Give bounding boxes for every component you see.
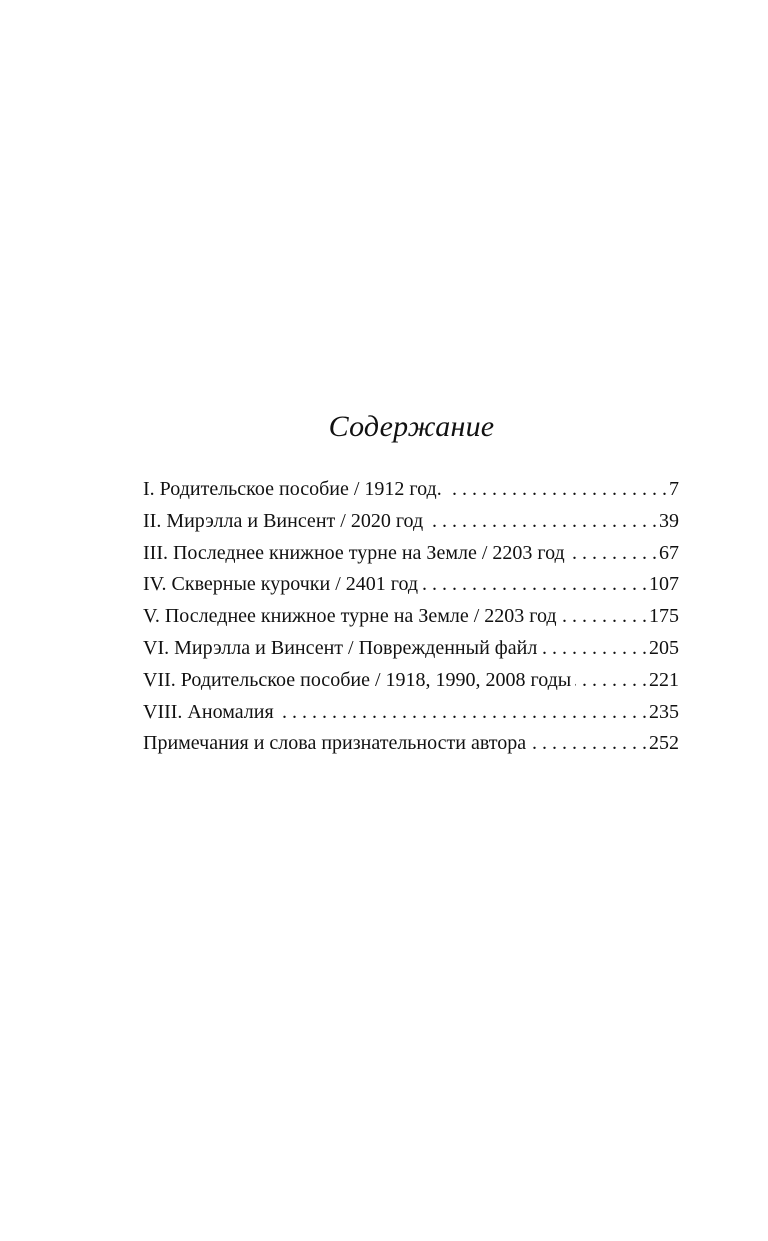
- toc-entry-4[interactable]: [143, 569, 679, 601]
- toc-entry-1[interactable]: [143, 474, 679, 506]
- toc-entry-page: 175: [649, 605, 679, 628]
- toc-entry-page: 205: [649, 636, 679, 659]
- toc-entry-8[interactable]: [143, 697, 679, 729]
- toc-entry-label: VI. Мирэлла и Винсент / Поврежденный файл: [143, 636, 538, 659]
- toc-entry-label: VIII. Аномалия: [143, 700, 274, 723]
- toc-entry-label: I. Родительское пособие / 1912 год.: [143, 478, 442, 500]
- toc-entry-2[interactable]: [143, 506, 679, 538]
- dot-leader: [575, 665, 647, 697]
- toc-entry-page: 39: [659, 509, 679, 532]
- dot-leader: [427, 506, 657, 538]
- toc-entry-7[interactable]: [143, 665, 679, 697]
- toc-entry-label: V. Последнее книжное турне на Земле / 2203 год: [143, 605, 557, 628]
- toc-entry-5[interactable]: [143, 601, 679, 633]
- dot-leader: [561, 601, 647, 633]
- dot-leader: [541, 633, 647, 665]
- toc-entry-page: 221: [649, 668, 679, 691]
- toc-list: [143, 474, 679, 760]
- dot-leader: [569, 538, 657, 570]
- dot-leader: [422, 569, 647, 601]
- toc-entry-label: IV. Скверные курочки / 2401 год: [143, 573, 419, 596]
- dot-leader: [446, 474, 667, 506]
- toc-entry-page: 7: [669, 478, 679, 500]
- toc-entry-page: 235: [649, 700, 679, 723]
- toc-entry-label: II. Мирэлла и Винсент / 2020 год: [143, 509, 424, 532]
- dot-leader: [530, 728, 647, 760]
- toc-entry-6[interactable]: [143, 633, 679, 665]
- toc-entry-page: 67: [659, 541, 679, 564]
- toc-title: Содержание: [328, 410, 495, 443]
- toc-entry-page: 107: [649, 573, 679, 596]
- dot-leader: [278, 697, 647, 729]
- toc-entry-9[interactable]: [143, 728, 679, 760]
- toc-entry-page: 252: [649, 732, 679, 755]
- toc-entry-label: Примечания и слова признательности автора: [143, 732, 527, 755]
- toc-entry-label: III. Последнее книжное турне на Земле / 2203 год: [143, 541, 565, 564]
- toc-entry-3[interactable]: [143, 538, 679, 570]
- toc-entry-label: VII. Родительское пособие / 1918, 1990, 2008 годы: [143, 668, 572, 691]
